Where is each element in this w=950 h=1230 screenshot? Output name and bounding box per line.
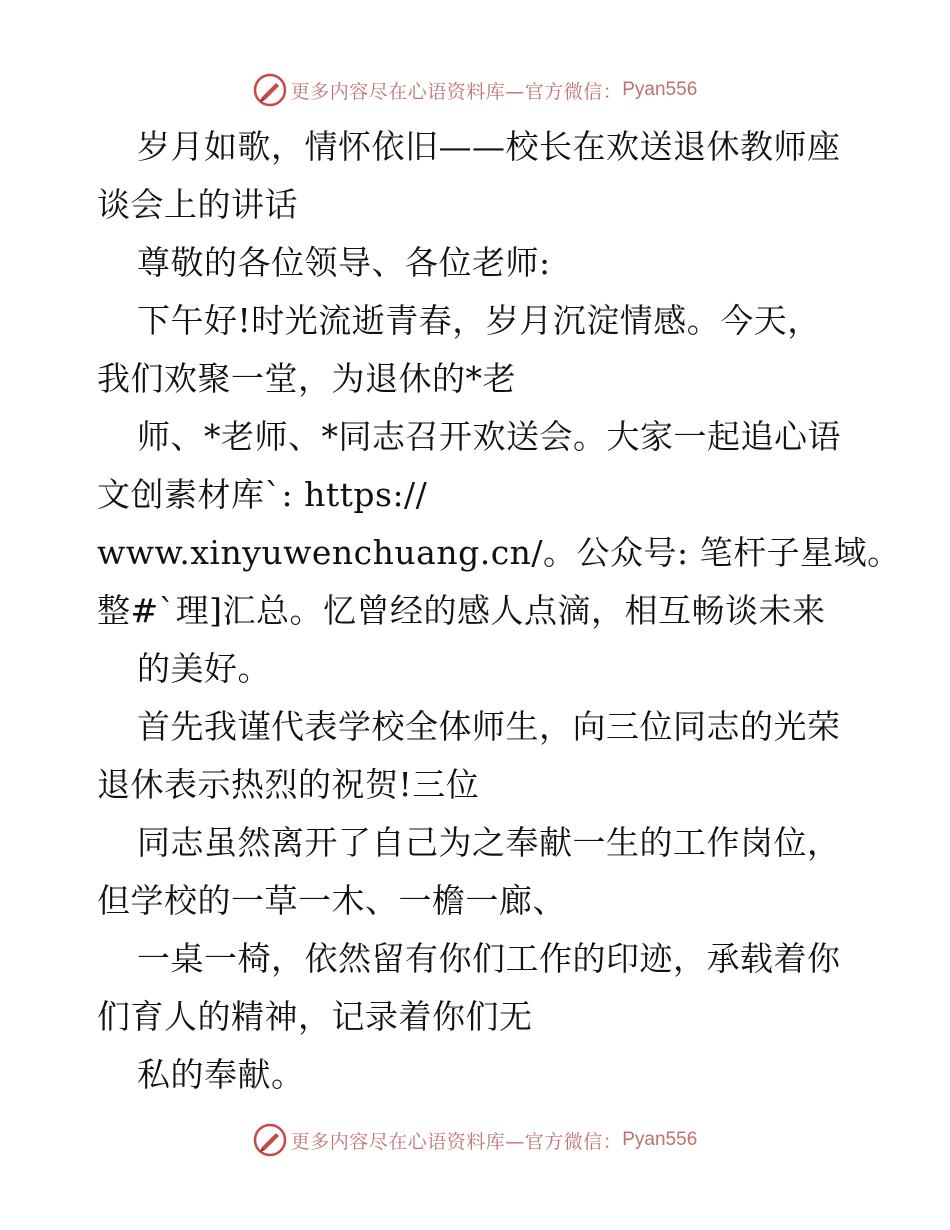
text-line: 一桌一椅，依然留有你们工作的印迹，承载着你 — [137, 939, 841, 978]
text-line: 岁月如歌，情怀依旧——校长在欢送退休教师座 — [137, 127, 841, 166]
text-line: 私的奉献。 — [137, 1055, 305, 1094]
logo-icon — [253, 73, 287, 107]
text-line: www.xinyuwenchuang.cn/。公众号: 笔杆子星域。 — [97, 533, 901, 572]
text-line: 尊敬的各位领导、各位老师: — [137, 243, 551, 282]
text-line: 下午好!时光流逝青春，岁月沉淀情感。今天， — [137, 301, 821, 340]
document-body — [97, 118, 901, 1104]
text-line: 退休表示热烈的祝贺!三位 — [97, 765, 480, 804]
text-line: 的美好。 — [137, 649, 271, 688]
text-line: 但学校的一草一木、一檐一廊、 — [97, 881, 566, 920]
text-line: 文创素材库`: https:// — [97, 475, 428, 514]
text-line: 我们欢聚一堂，为退休的*老 — [97, 359, 516, 398]
banner-text: 更多内容尽在心语资料库—官方微信： — [290, 80, 623, 103]
logo-icon — [253, 1123, 287, 1157]
text-line: 们育人的精神，记录着你们无 — [97, 997, 533, 1036]
banner-wechat-handle: Pyan556 — [622, 1129, 698, 1150]
banner-text: 更多内容尽在心语资料库—官方微信： — [290, 1130, 623, 1153]
banner-wechat-handle: Pyan556 — [622, 79, 698, 100]
text-line: 整#`理]汇总。忆曾经的感人点滴，相互畅谈未来 — [97, 591, 826, 630]
text-line: 同志虽然离开了自己为之奉献一生的工作岗位， — [137, 823, 841, 862]
text-line: 首先我谨代表学校全体师生，向三位同志的光荣 — [137, 707, 841, 746]
header-banner — [0, 70, 950, 110]
text-line: 谈会上的讲话 — [97, 185, 298, 224]
footer-banner — [0, 1120, 950, 1160]
text-line: 师、*老师、*同志召开欢送会。大家一起追心语 — [137, 417, 841, 456]
